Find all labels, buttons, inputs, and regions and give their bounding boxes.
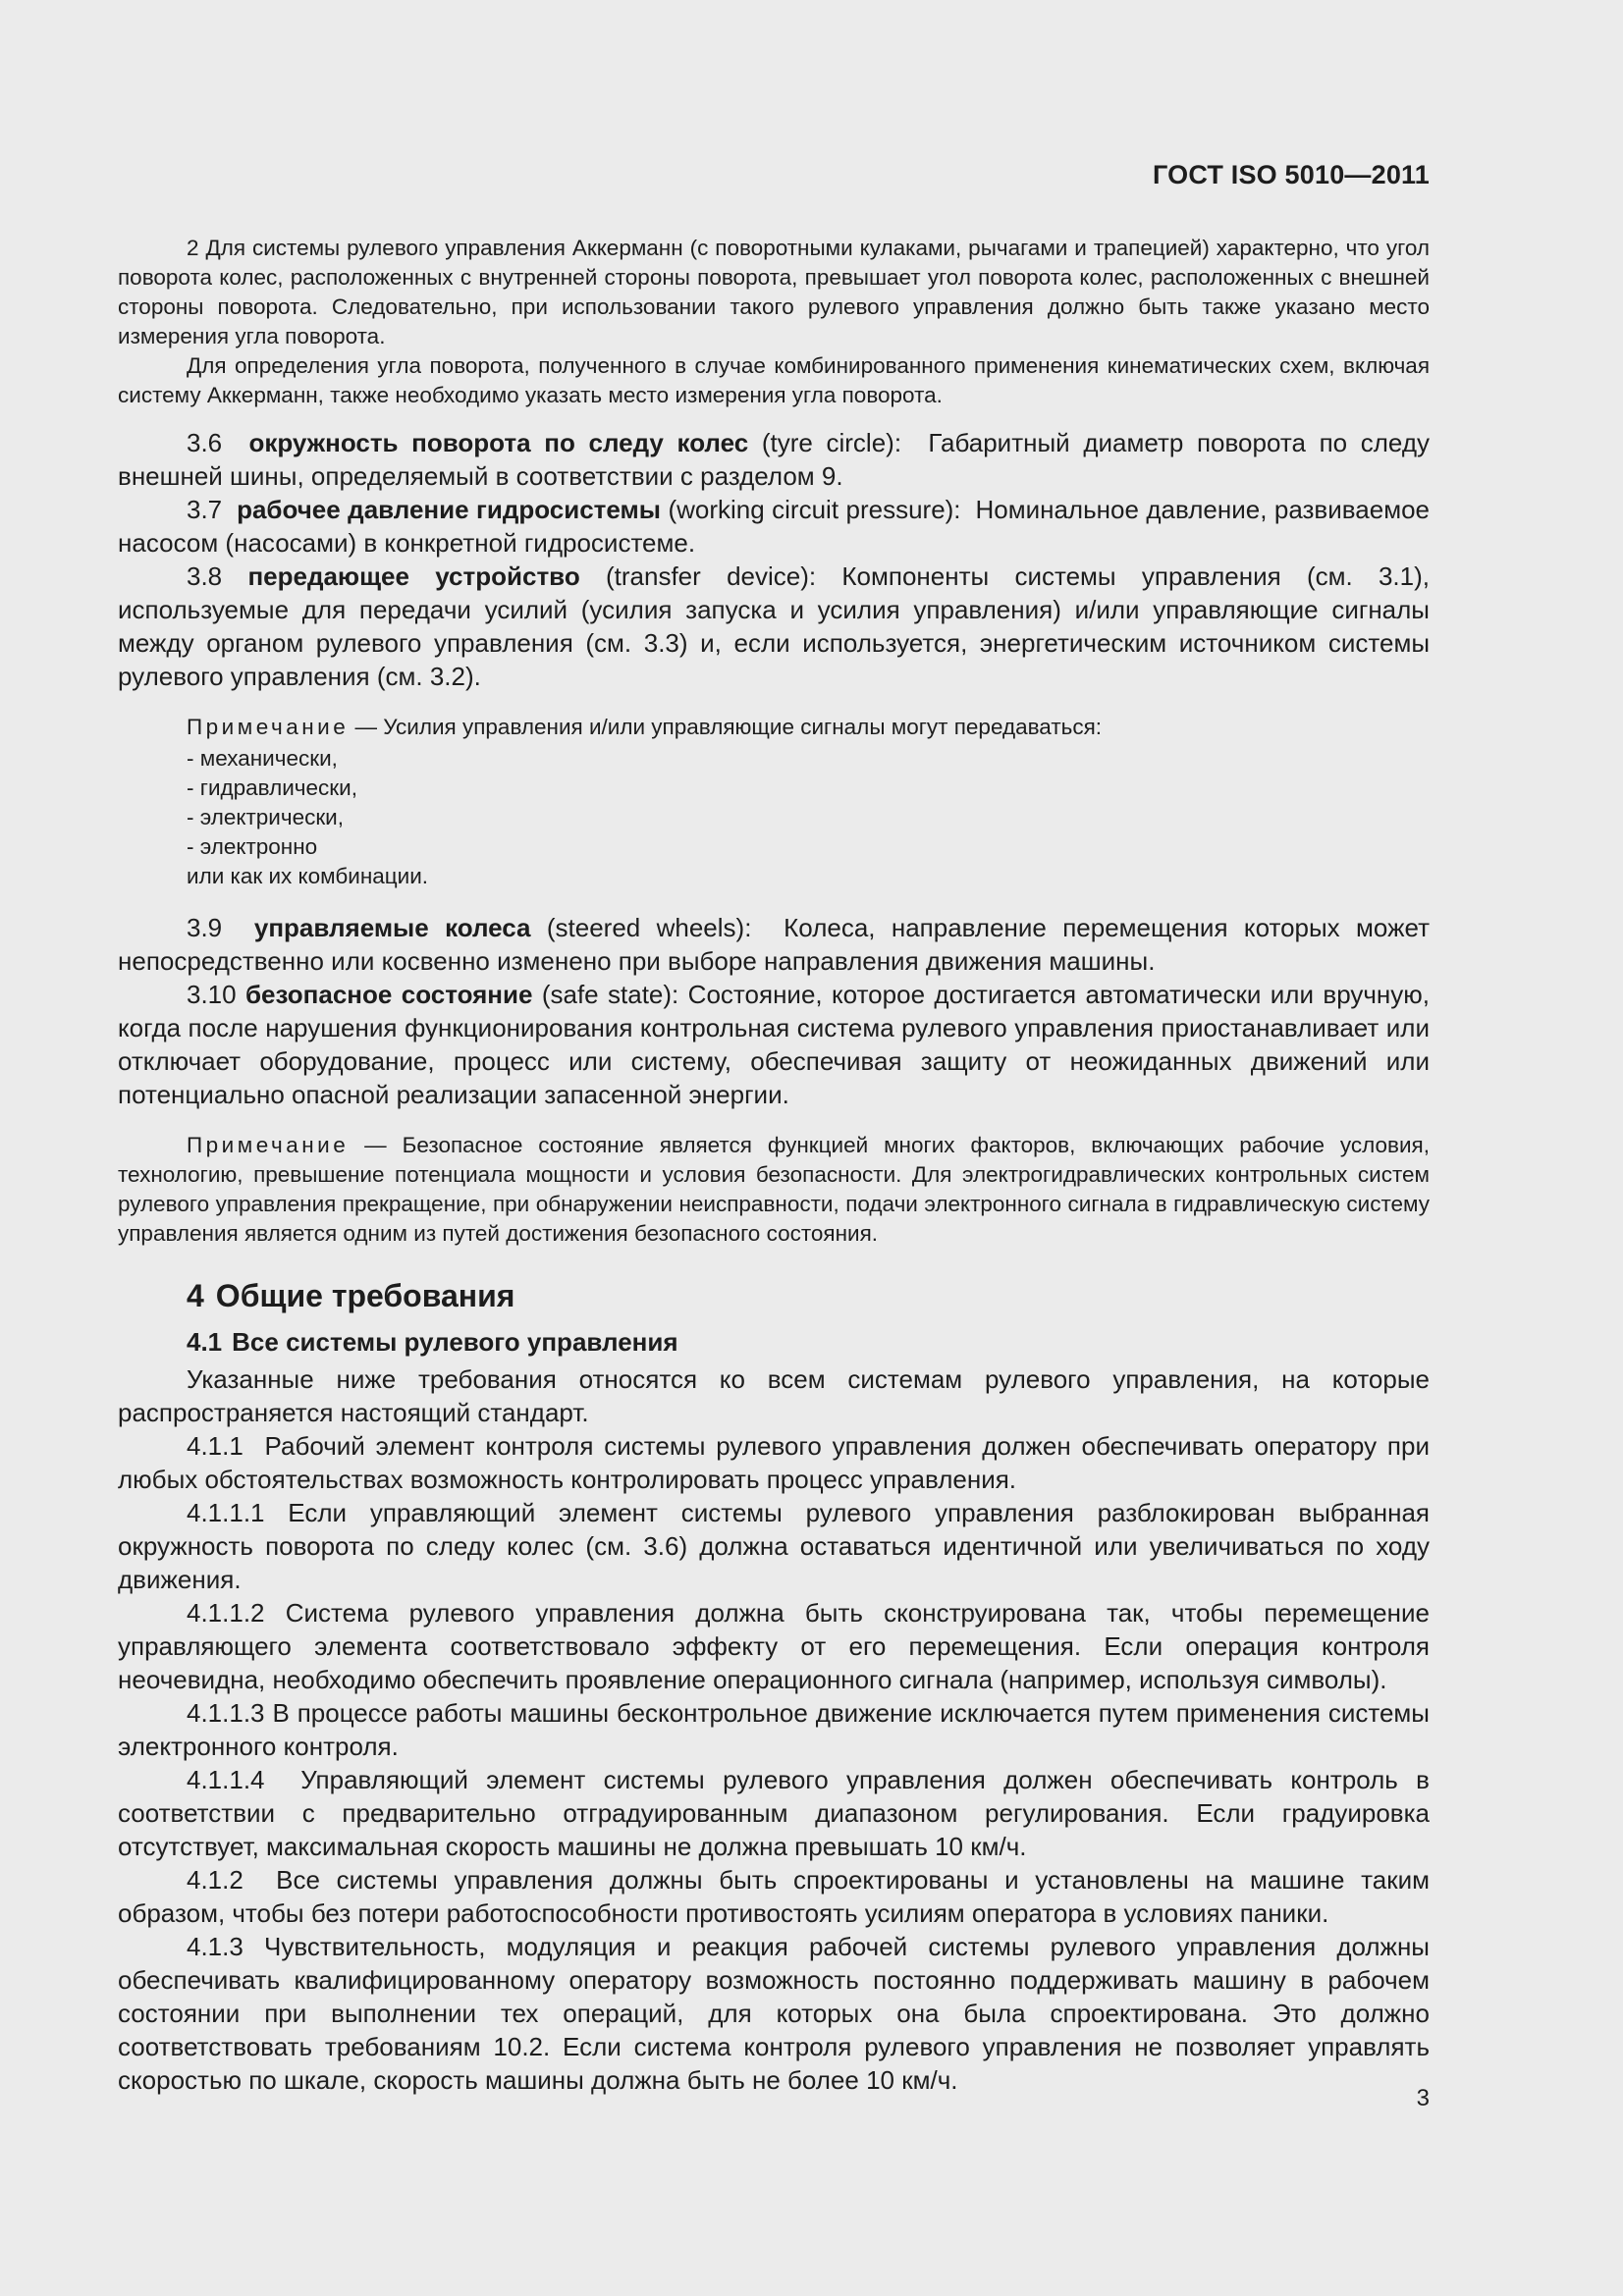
term-name: безопасное состояние xyxy=(245,980,533,1009)
list-item: - гидравлически, xyxy=(187,775,357,800)
term-english: (working circuit pressure): xyxy=(668,495,961,524)
term-3-9 xyxy=(118,911,1430,978)
section-number: 4 xyxy=(187,1278,204,1313)
clause-number: 4.1.1 xyxy=(187,1431,243,1461)
clause-number: 4.1.1.3 xyxy=(187,1698,265,1728)
clause-number: 4.1.1.1 xyxy=(187,1498,265,1527)
clause-text: Рабочий элемент контроля системы рулевого управления должен обеспечивать оператору при любых обстоятельствах возможность контролировать процесс управления. xyxy=(118,1431,1430,1494)
term-number: 3.9 xyxy=(187,913,223,942)
section-intro: Указанные ниже требования относятся ко всем системам рулевого управления, на которые распространяется настоящий стандарт. xyxy=(118,1364,1430,1427)
term-name: окружность поворота по следу колес xyxy=(248,428,749,457)
term-name: рабочее давление гидросистемы xyxy=(237,495,661,524)
note-3-8: Примечание — Усилия управления и/или управляющие сигналы могут передаваться: - механически, - гидравлически, - электрически, - электронно или как их комбинации. xyxy=(118,713,1430,891)
clause-text: Управляющий элемент системы рулевого управления должен обеспечивать контроль в соответствии с предварительно отградуированным диапазоном регулирования. Если градуировка отсутствует, максимальная скорость машины не должна превышать 10 км/ч. xyxy=(118,1765,1430,1861)
clause-number: 4.1.1.2 xyxy=(187,1598,265,1628)
term-number: 3.8 xyxy=(187,561,223,591)
list-item: - электронно xyxy=(187,834,318,859)
note-label: Примечание xyxy=(187,715,350,739)
clause-text: Если управляющий элемент системы рулевого управления разблокирован выбранная окружность поворота по следу колес (см. 3.6) должна оставаться идентичной или увеличиваться по ходу движения. xyxy=(118,1498,1430,1594)
list-item: - электрически, xyxy=(187,805,345,829)
note-paragraph: Для определения угла поворота, полученного в случае комбинированного применения кинематических схем, включая систему Аккерманн, также необходимо указать место измерения угла поворота. xyxy=(118,353,1430,407)
section-heading xyxy=(118,1274,1430,1317)
clause-4-1-2 xyxy=(118,1863,1430,1930)
term-english: (safe state): xyxy=(541,980,679,1009)
term-name: передающее устройство xyxy=(247,561,580,591)
term-3-10 xyxy=(118,978,1430,1111)
term-definition: Состояние, которое достигается автоматически или вручную, когда после нарушения функционирования контрольная система рулевого управления приостанавливает или отключает оборудование, процесс или систему, обеспечивая защиту от неожиданных движений или потенциально опасной реализации запасенной энергии. xyxy=(118,980,1430,1109)
term-definition: Компоненты системы управления (см. 3.1), используемые для передачи усилий (усилия запуска и усилия управления) и/или управляющие сигналы между органом рулевого управления (см. 3.3) и, если используется, энергетическим источником системы рулевого управления (см. 3.2). xyxy=(118,561,1431,691)
note-text: Безопасное состояние является функцией многих факторов, включающих рабочие условия, технологию, превышение потенциала мощности и условия безопасности. Для электрогидравлических контрольных систем рулевого управления прекращение, при обнаружении неисправности, подачи электронного сигнала в гидравлическую систему управления является одним из путей достижения безопасного состояния. xyxy=(118,1133,1430,1246)
page-number: 3 xyxy=(1416,2085,1430,2111)
term-english: (tyre circle): xyxy=(761,428,902,457)
note-list xyxy=(118,744,1430,891)
note-text: Усилия управления и/или управляющие сигналы могут передаваться: xyxy=(383,715,1103,739)
clause-number: 4.1.1.4 xyxy=(187,1765,265,1794)
note-label: Примечание xyxy=(187,1133,350,1157)
term-name: управляемые колеса xyxy=(253,913,531,942)
note-paragraph: 2 Для системы рулевого управления Аккерманн (с поворотными кулаками, рычагами и трапецией) характерно, что угол поворота колес, расположенных с внутренней стороны поворота, превышает угол поворота колес, расположенных с внешней стороны поворота. Следовательно, при использовании такого рулевого управления должно быть также указано место измерения угла поворота. xyxy=(118,236,1430,348)
clause-text: Чувствительность, модуляция и реакция рабочей системы рулевого управления должны обеспечивать квалифицированному оператору возможность постоянно поддерживать машину в рабочем состоянии при выполнении тех операций, для которых она была спроектирована. Это должно соответствовать требованиям 10.2. Если система контроля рулевого управления не позволяет управлять скоростью по шкале, скорость машины должна быть не более 10 км/ч. xyxy=(118,1932,1430,2095)
note-3-10: Примечание — Безопасное состояние является функцией многих факторов, включающих рабочие условия, технологию, превышение потенциала мощности и условия безопасности. Для электрогидравлических контрольных систем рулевого управления прекращение, при обнаружении неисправности, подачи электронного сигнала в гидравлическую систему управления является одним из путей достижения безопасного состояния. xyxy=(118,1133,1430,1246)
term-english: (transfer device): xyxy=(606,561,817,591)
term-definition: Колеса, направление перемещения которых может непосредственно или косвенно изменено при выборе направления движения машины. xyxy=(118,913,1430,976)
term-3-6 xyxy=(118,426,1430,493)
subsection-heading xyxy=(118,1323,1430,1361)
clause-4-1-1-2 xyxy=(118,1596,1430,1696)
term-3-8 xyxy=(118,560,1430,693)
term-3-7 xyxy=(118,493,1430,560)
clause-text: Все системы управления должны быть спроектированы и установлены на машине таким образом, чтобы без потери работоспособности противостоять усилиям оператора в условиях паники. xyxy=(118,1865,1430,1928)
section-title: Общие требования xyxy=(215,1278,515,1313)
list-item: - механически, xyxy=(187,746,338,771)
clause-text: В процессе работы машины бесконтрольное движение исключается путем применения системы электронного контроля. xyxy=(118,1698,1430,1761)
clause-4-1-1-4 xyxy=(118,1763,1430,1863)
term-number: 3.10 xyxy=(187,980,237,1009)
clause-number: 4.1.2 xyxy=(187,1865,243,1895)
list-item: или как их комбинации. xyxy=(187,864,429,888)
clause-4-1-3 xyxy=(118,1930,1430,2097)
clause-4-1-1 xyxy=(118,1429,1430,1496)
term-english: (steered wheels): xyxy=(546,913,752,942)
term-definition: Габаритный диаметр поворота по следу внешней шины, определяемый в соответствии с разделом 9. xyxy=(118,428,1430,491)
clause-text: Система рулевого управления должна быть сконструирована так, чтобы перемещение управляющего элемента соответствовало эффекту от его перемещения. Если операция контроля неочевидна, необходимо обеспечить проявление операционного сигнала (например, используя символы). xyxy=(118,1598,1430,1694)
clause-4-1-1-3 xyxy=(118,1696,1430,1763)
term-definition: Номинальное давление, развиваемое насосом (насосами) в конкретной гидросистеме. xyxy=(118,495,1430,558)
clause-4-1-1-1 xyxy=(118,1496,1430,1596)
clause-number: 4.1.3 xyxy=(187,1932,243,1961)
subsection-number: 4.1 xyxy=(187,1327,223,1357)
page-content xyxy=(118,234,1430,2097)
note-continuation xyxy=(118,234,1430,410)
document-id-header: ГОСТ ISO 5010—2011 xyxy=(1152,160,1430,189)
term-number: 3.7 xyxy=(187,495,223,524)
term-number: 3.6 xyxy=(187,428,223,457)
subsection-title: Все системы рулевого управления xyxy=(232,1327,678,1357)
